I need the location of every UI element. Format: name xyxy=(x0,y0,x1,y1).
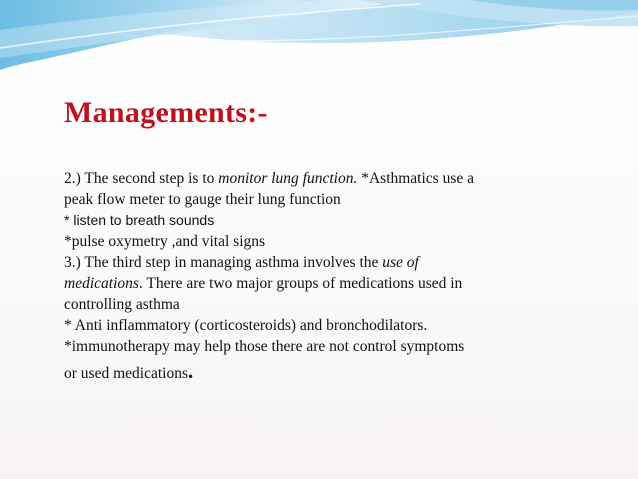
slide-title: Managements:- xyxy=(64,96,268,129)
body-line-10 xyxy=(64,361,584,384)
line-10-dot: . xyxy=(187,359,194,383)
line-5-italic: use of xyxy=(382,254,419,271)
body-line-7: controlling asthma xyxy=(64,296,180,313)
line-1-italic: monitor lung function. xyxy=(218,170,358,187)
slide-body xyxy=(64,168,584,384)
line-1-start: 2.) The second step is to xyxy=(64,170,219,187)
body-line-6 xyxy=(64,273,584,294)
header-wave-decoration xyxy=(0,0,638,80)
body-line-1 xyxy=(64,168,584,189)
line-6-italic: medications xyxy=(64,275,139,292)
line-4-star: * xyxy=(64,233,72,250)
body-line-4 xyxy=(64,231,584,252)
body-line-8: * Anti inflammatory (corticosteroids) and bronchodilators. xyxy=(64,317,428,334)
body-line-3: * listen to breath sounds xyxy=(64,212,215,228)
line-1-end: *Asthmatics use a xyxy=(357,170,475,187)
body-line-5 xyxy=(64,252,584,273)
line-4-text: pulse oxymetry ,and vital signs xyxy=(71,233,266,250)
line-5-start: 3.) The third step in managing asthma involves the xyxy=(64,254,383,271)
line-6-end: . There are two major groups of medications used in xyxy=(138,275,463,292)
line-10-text: or used medications xyxy=(64,365,188,382)
body-line-9: *immunotherapy may help those there are not control symptoms xyxy=(64,338,465,355)
body-line-2: peak flow meter to gauge their lung function xyxy=(64,191,341,208)
